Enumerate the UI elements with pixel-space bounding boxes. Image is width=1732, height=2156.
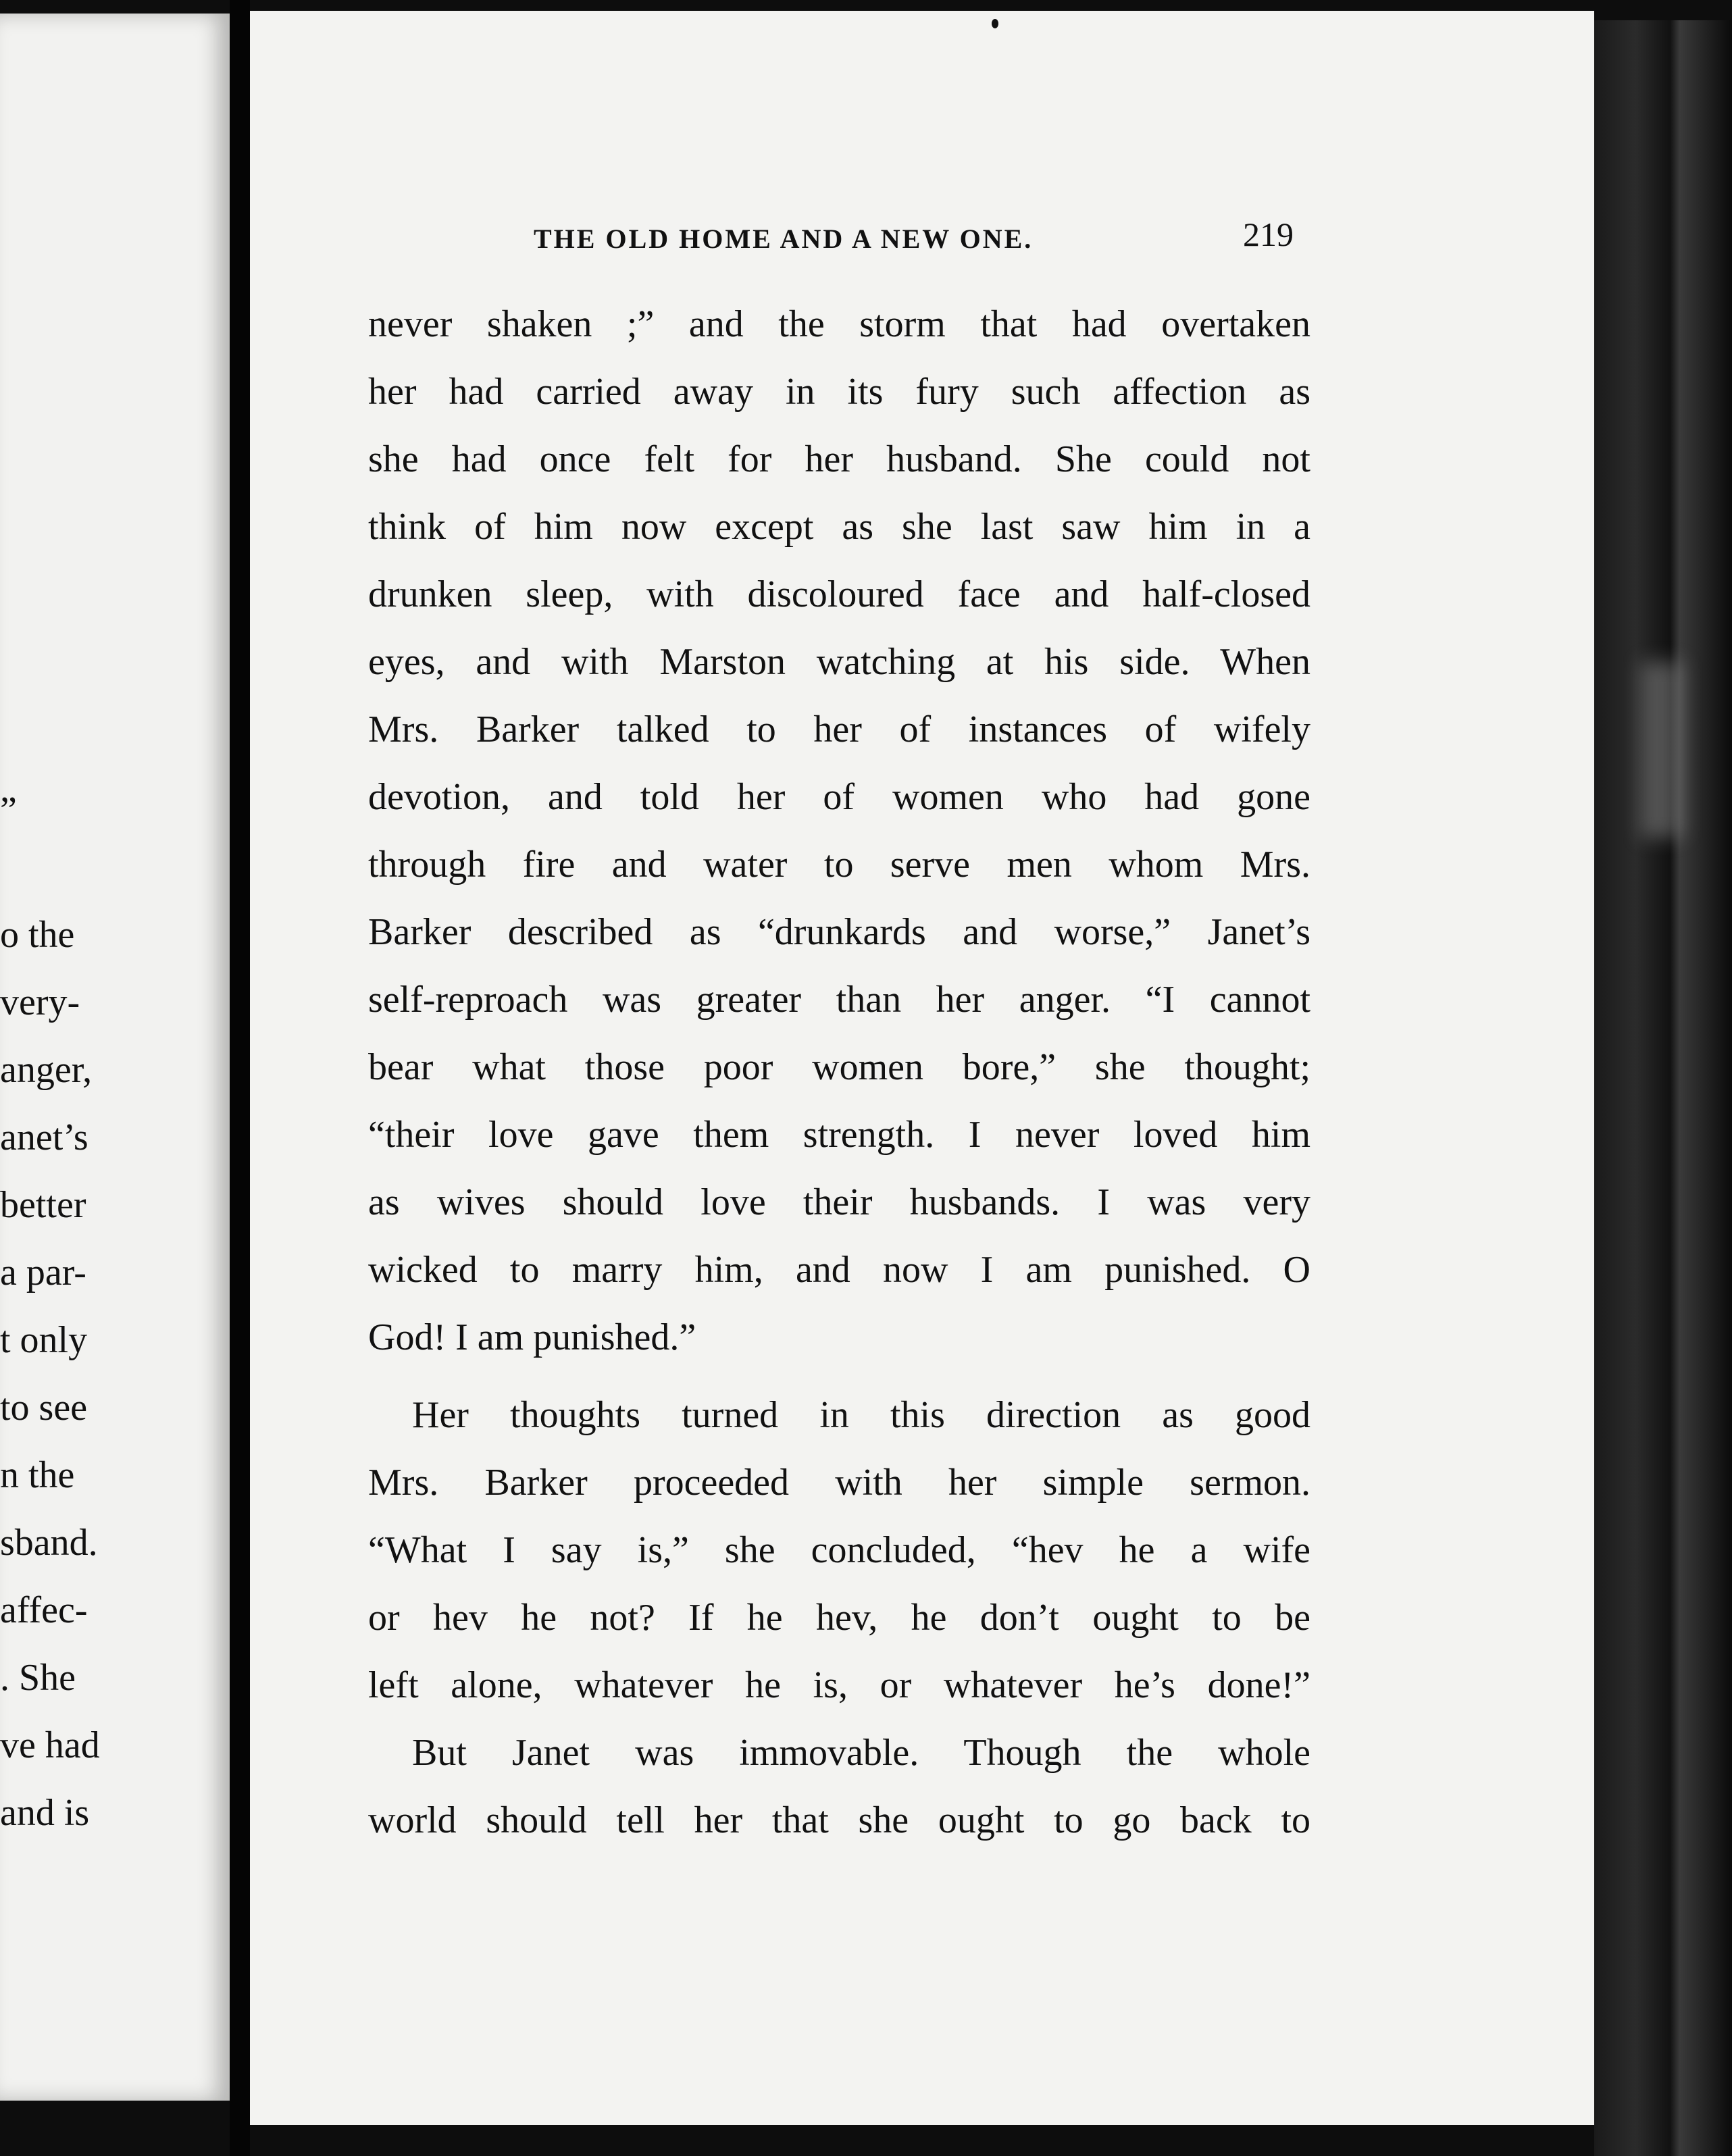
page-edge xyxy=(1594,20,1732,2156)
page-number: 219 xyxy=(1243,215,1294,253)
text-line: “their love gave them strength. I never loved him xyxy=(368,1114,1310,1156)
text-line: never shaken ;” and the storm that had overtaken xyxy=(368,303,1310,345)
facing-page-fragment: n the xyxy=(0,1454,75,1496)
paragraph-first-line: Her thoughts turned in this direction as good xyxy=(412,1394,1310,1436)
text-line: Mrs. Barker proceeded with her simple sermon. xyxy=(368,1462,1310,1504)
facing-page-fragment: and is xyxy=(0,1792,90,1834)
facing-page-fragment: affec- xyxy=(0,1589,88,1631)
text-line: through fire and water to serve men whom Mrs. xyxy=(368,844,1310,886)
facing-page-fragment: anger, xyxy=(0,1049,93,1091)
facing-page-fragment: . She xyxy=(0,1657,76,1699)
page-edge-glare xyxy=(1641,662,1682,838)
text-line: self-reproach was greater than her anger. “I cannot xyxy=(368,979,1310,1021)
ink-speck xyxy=(992,19,998,28)
text-line: drunken sleep, with discoloured face and half-closed xyxy=(368,573,1310,615)
facing-page-fragment: o the xyxy=(0,914,75,956)
paragraph-first-line: But Janet was immovable. Though the whole xyxy=(412,1732,1310,1774)
text-line: devotion, and told her of women who had gone xyxy=(368,776,1310,818)
text-line: eyes, and with Marston watching at his side. When xyxy=(368,641,1310,683)
facing-page-fragment: to see xyxy=(0,1387,88,1429)
book-gutter xyxy=(230,0,250,2156)
text-line: Mrs. Barker talked to her of instances of wifely xyxy=(368,709,1310,750)
text-line: Barker described as “drunkards and worse,” Janet’s xyxy=(368,911,1310,953)
facing-page-fragment: ” xyxy=(0,790,17,831)
text-line: her had carried away in its fury such affection as xyxy=(368,371,1310,413)
text-line: “What I say is,” she concluded, “hev he a wife xyxy=(368,1529,1310,1571)
facing-page-fragment: anet’s xyxy=(0,1116,88,1158)
facing-page-fragment: very- xyxy=(0,981,80,1023)
running-title: THE OLD HOME AND A NEW ONE. xyxy=(534,224,1034,254)
text-line: God! I am punished.” xyxy=(368,1316,696,1358)
facing-page-fragment: ve had xyxy=(0,1724,100,1766)
text-line: wicked to marry him, and now I am punished. O xyxy=(368,1249,1310,1291)
facing-page-fragment: a par- xyxy=(0,1252,86,1293)
text-line: bear what those poor women bore,” she thought; xyxy=(368,1046,1310,1088)
text-line: she had once felt for her husband. She could not xyxy=(368,438,1310,480)
text-line: as wives should love their husbands. I was very xyxy=(368,1181,1310,1223)
text-line: or hev he not? If he hev, he don’t ought to be xyxy=(368,1597,1310,1639)
facing-page-fragment: sband. xyxy=(0,1522,98,1564)
text-line: think of him now except as she last saw him in a xyxy=(368,506,1310,548)
text-line: world should tell her that she ought to go back to xyxy=(368,1799,1310,1841)
facing-page xyxy=(0,14,230,2101)
text-line: left alone, whatever he is, or whatever he’s done!” xyxy=(368,1664,1310,1706)
facing-page-fragment: better xyxy=(0,1184,86,1226)
facing-page-fragment: t only xyxy=(0,1319,88,1361)
